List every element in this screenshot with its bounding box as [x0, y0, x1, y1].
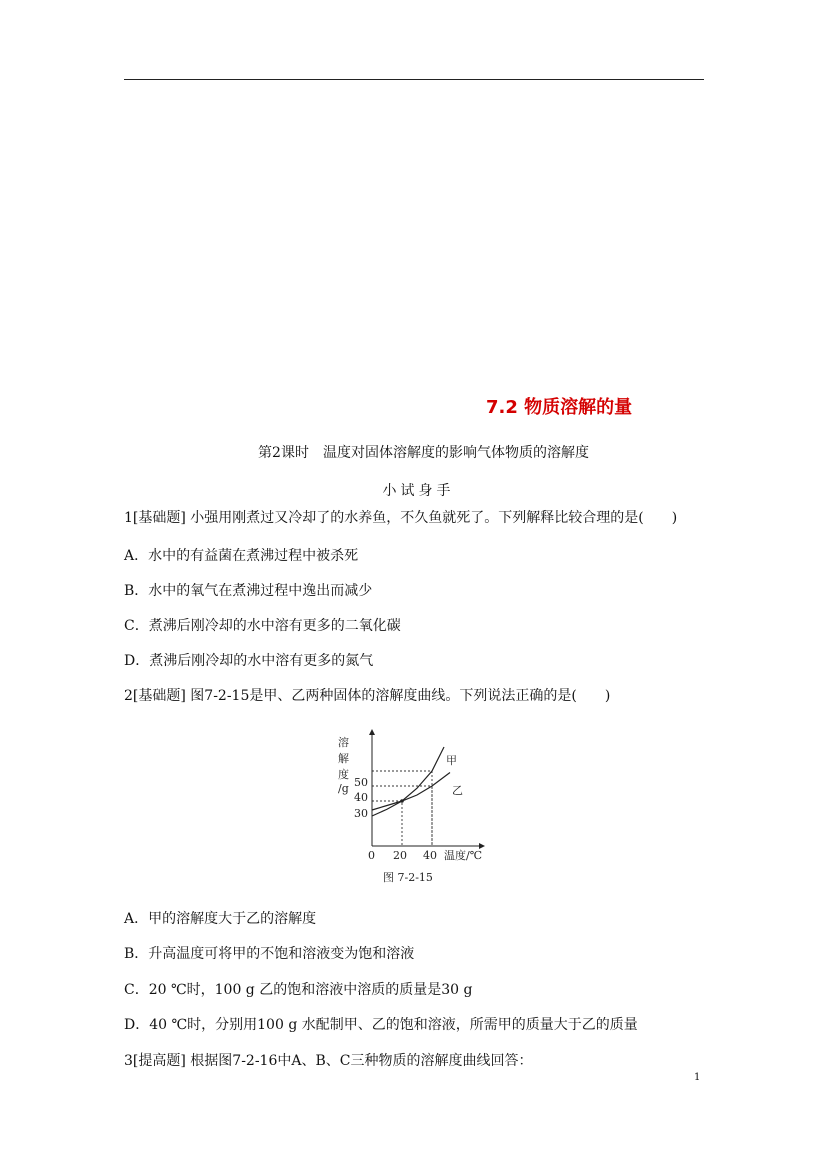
question-1-option-d: D．煮沸后刚冷却的水中溶有更多的氮气 — [124, 653, 374, 669]
series-line-yi — [372, 773, 450, 811]
question-3-stem: 3[提高题] 根据图7-2-16中A、B、C三种物质的溶解度曲线回答： — [124, 1053, 533, 1069]
question-1-option-b: B．水中的氧气在煮沸过程中逸出而减少 — [124, 583, 373, 599]
series-label-jia: 甲 — [446, 754, 457, 767]
page-number: 1 — [694, 1072, 701, 1083]
intersection-point — [400, 799, 404, 803]
page-title: 7.2 物质溶解的量 — [486, 397, 633, 418]
y-label-char-4: /g — [338, 782, 349, 795]
series-line-jia — [372, 747, 444, 816]
y-label-char-3: 度 — [338, 768, 349, 781]
x-axis-label: 温度/℃ — [444, 849, 483, 862]
solubility-chart — [330, 728, 500, 888]
y-tick-40: 40 — [354, 791, 368, 804]
header-rule — [124, 79, 704, 80]
question-2-stem: 2[基础题] 图7-2-15是甲、乙两种固体的溶解度曲线。下列说法正确的是( ) — [124, 688, 611, 704]
question-1-option-c: C．煮沸后刚冷却的水中溶有更多的二氧化碳 — [124, 618, 401, 634]
x-tick-0: 0 — [368, 849, 375, 862]
series-label-yi: 乙 — [452, 784, 463, 797]
question-2-option-d: D．40 ℃时，分别用100 g 水配制甲、乙的饱和溶液，所需甲的质量大于乙的质量 — [124, 1017, 638, 1033]
x-tick-40: 40 — [423, 849, 437, 862]
question-2-option-c: C．20 ℃时，100 g 乙的饱和溶液中溶质的质量是30 g — [124, 982, 473, 998]
guide-line-1 — [372, 801, 402, 846]
x-tick-20: 20 — [393, 849, 407, 862]
lesson-subtitle: 第2课时 温度对固体溶解度的影响气体物质的溶解度 — [258, 445, 589, 461]
y-tick-30: 30 — [354, 807, 368, 820]
section-heading: 小试身手 — [382, 483, 455, 499]
question-2-option-a: A．甲的溶解度大于乙的溶解度 — [124, 911, 317, 927]
question-1-option-a: A．水中的有益菌在煮沸过程中被杀死 — [124, 548, 359, 564]
question-2-option-b: B．升高温度可将甲的不饱和溶液变为饱和溶液 — [124, 946, 415, 962]
y-tick-50: 50 — [354, 776, 368, 789]
y-label-char-2: 解 — [338, 752, 349, 765]
question-1-stem: 1[基础题] 小强用刚煮过又冷却了的水养鱼，不久鱼就死了。下列解释比较合理的是( ) — [124, 510, 678, 526]
figure-caption: 图 7-2-15 — [383, 871, 433, 884]
y-label-char-1: 溶 — [338, 736, 349, 749]
